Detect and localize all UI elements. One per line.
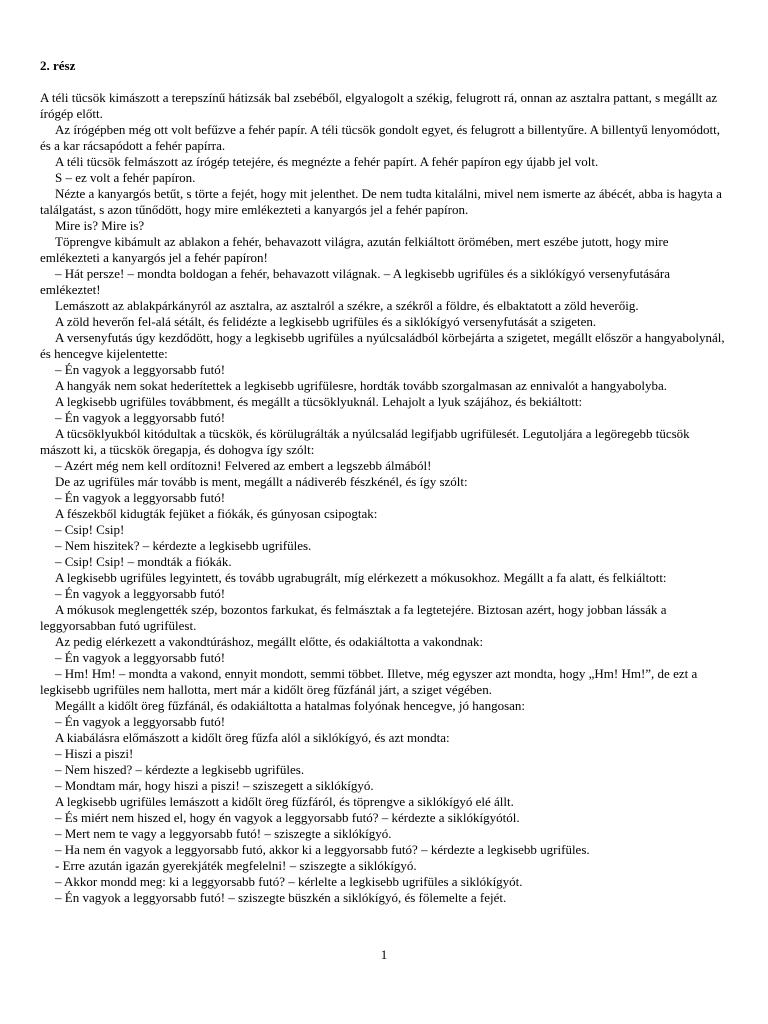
paragraph: – Csip! Csip! xyxy=(55,522,125,537)
paragraph: – Mert nem te vagy a leggyorsabb futó! – sziszegte a siklókígyó. xyxy=(55,826,392,841)
paragraph: – Ha nem én vagyok a leggyorsabb futó, akkor ki a leggyorsabb futó? – kérdezte a legkisebb ugrifüles. xyxy=(55,842,590,857)
paragraph: Mire is? Mire is? xyxy=(55,218,145,233)
paragraph: – Akkor mondd meg: ki a leggyorsabb futó? – kérlelte a legkisebb ugrifüles a siklókígyót. xyxy=(55,874,523,889)
paragraph: Lemászott az ablakpárkányról az asztalra, az asztalról a székre, a székről a földre, és elbaktatott a zöld heverőig. xyxy=(55,298,639,313)
paragraph: Nézte a kanyargós betűt, s törte a fejét, hogy mit jelenthet. De nem tudta kitalálni, mivel nem ismerte az ábécét, abba is hagyta a találgatást, s azon tűnődött, hogy mire emlékezteti a kanyargós jel a fehér papíron. xyxy=(40,186,722,217)
paragraph: – Hát persze! – mondta boldogan a fehér, behavazott világnak. – A legkisebb ugrifüles és a siklókígyó versenyfutására emlékeztet! xyxy=(40,266,670,297)
paragraph: - Erre azután igazán gyerekjáték megfelelni! – sziszegte a siklókígyó. xyxy=(55,858,417,873)
paragraph: – Nem hiszitek? – kérdezte a legkisebb ugrifüles. xyxy=(55,538,312,553)
paragraph: A versenyfutás úgy kezdődött, hogy a legkisebb ugrifüles a nyúlcsaládból körbejárta a szigetet, megállt először a hangyabolynál, és hencegve kijelentette: xyxy=(40,330,725,361)
paragraph: Megállt a kidőlt öreg fűzfánál, és odakiáltotta a hatalmas folyónak hencegve, jó hangosan: xyxy=(55,698,526,713)
paragraph: – Hm! Hm! – mondta a vakond, ennyit mondott, semmi többet. Illetve, még egyszer azt mondta, hogy „Hm! Hm!”, de ezt a legkisebb ugrifüles nem hallotta, mert már a kidőlt öreg fűzfánál járt, a sziget végében. xyxy=(40,666,698,697)
section-heading: 2. rész xyxy=(40,58,76,73)
paragraph: – Én vagyok a leggyorsabb futó! – sziszegte büszkén a siklókígyó, és fölemelte a fejét. xyxy=(55,890,507,905)
paragraph: Az pedig elérkezett a vakondtúráshoz, megállt előtte, és odakiáltotta a vakondnak: xyxy=(55,634,484,649)
paragraph: – Azért még nem kell ordítozni! Felvered az embert a legszebb álmából! xyxy=(55,458,432,473)
paragraph: – Hiszi a piszi! xyxy=(55,746,134,761)
paragraph: A hangyák nem sokat hederítettek a legkisebb ugrifülesre, hordták tovább szorgalmasan az ennivalót a hangyabolyba. xyxy=(55,378,668,393)
paragraph: A téli tücsök felmászott az írógép tetejére, és megnézte a fehér papírt. A fehér papíron egy újabb jel volt. xyxy=(55,154,599,169)
paragraph: A legkisebb ugrifüles legyintett, és tovább ugrabugrált, míg elérkezett a mókusokhoz. Megállt a fa alatt, és felkiáltott: xyxy=(55,570,667,585)
paragraph: – Én vagyok a leggyorsabb futó! xyxy=(55,714,226,729)
paragraph: A fészekből kidugták fejüket a fiókák, és gúnyosan csipogtak: xyxy=(55,506,378,521)
paragraph: S – ez volt a fehér papíron. xyxy=(55,170,196,185)
paragraph: A legkisebb ugrifüles továbbment, és megállt a tücsöklyuknál. Lehajolt a lyuk szájához, és bekiáltott: xyxy=(55,394,583,409)
paragraph: – És miért nem hiszed el, hogy én vagyok a leggyorsabb futó? – kérdezte a siklókígyótól. xyxy=(55,810,520,825)
paragraph: – Csip! Csip! – mondták a fiókák. xyxy=(55,554,232,569)
paragraph: A tücsöklyukból kitódultak a tücskök, és körülugrálták a nyúlcsalád legifjabb ugrifülesét. Legutoljára a legöregebb tücsök mászott ki, a tücskök öregapja, és dohogva így szólt: xyxy=(40,426,690,457)
page-number: 1 xyxy=(380,947,388,962)
paragraph: A kiabálásra előmászott a kidőlt öreg fűzfa alól a siklókígyó, és azt mondta: xyxy=(55,730,450,745)
paragraph: – Én vagyok a leggyorsabb futó! xyxy=(55,410,226,425)
paragraph: – Mondtam már, hogy hiszi a piszi! – sziszegett a siklókígyó. xyxy=(55,778,374,793)
document-page xyxy=(40,58,730,906)
paragraph: – Én vagyok a leggyorsabb futó! xyxy=(55,490,226,505)
paragraph: – Én vagyok a leggyorsabb futó! xyxy=(55,586,226,601)
paragraph: A mókusok meglengették szép, bozontos farkukat, és felmásztak a fa legtetejére. Biztosan azért, hogy jobban lássák a leggyorsabban futó ugrifülest. xyxy=(40,602,667,633)
paragraph: Töprengve kibámult az ablakon a fehér, behavazott világra, azután felkiáltott örömében, mert eszébe jutott, hogy mire emlékezteti a kanyargós jel a fehér papíron! xyxy=(40,234,669,265)
paragraph: – Nem hiszed? – kérdezte a legkisebb ugrifüles. xyxy=(55,762,305,777)
paragraph: A legkisebb ugrifüles lemászott a kidőlt öreg fűzfáról, és töprengve a siklókígyó elé állt. xyxy=(55,794,514,809)
paragraph: Az írógépben még ott volt befűzve a fehér papír. A téli tücsök gondolt egyet, és felugrott a billentyűre. A billentyű lenyomódott, és a kar rácsapódott a fehér papírra. xyxy=(40,122,721,153)
paragraph: – Én vagyok a leggyorsabb futó! xyxy=(55,650,226,665)
paragraph: A zöld heverőn fel-alá sétált, és felidézte a legkisebb ugrifüles és a siklókígyó versenyfutását a szigeten. xyxy=(55,314,597,329)
body-text xyxy=(40,90,730,906)
paragraph: – Én vagyok a leggyorsabb futó! xyxy=(55,362,226,377)
paragraph: A téli tücsök kimászott a terepszínű hátizsák bal zsebéből, elgyalogolt a székig, felugrott rá, onnan az asztalra pattant, s megállt az írógép előtt. xyxy=(40,90,718,121)
paragraph: De az ugrifüles már tovább is ment, megállt a nádiveréb fészkénél, és így szólt: xyxy=(55,474,468,489)
